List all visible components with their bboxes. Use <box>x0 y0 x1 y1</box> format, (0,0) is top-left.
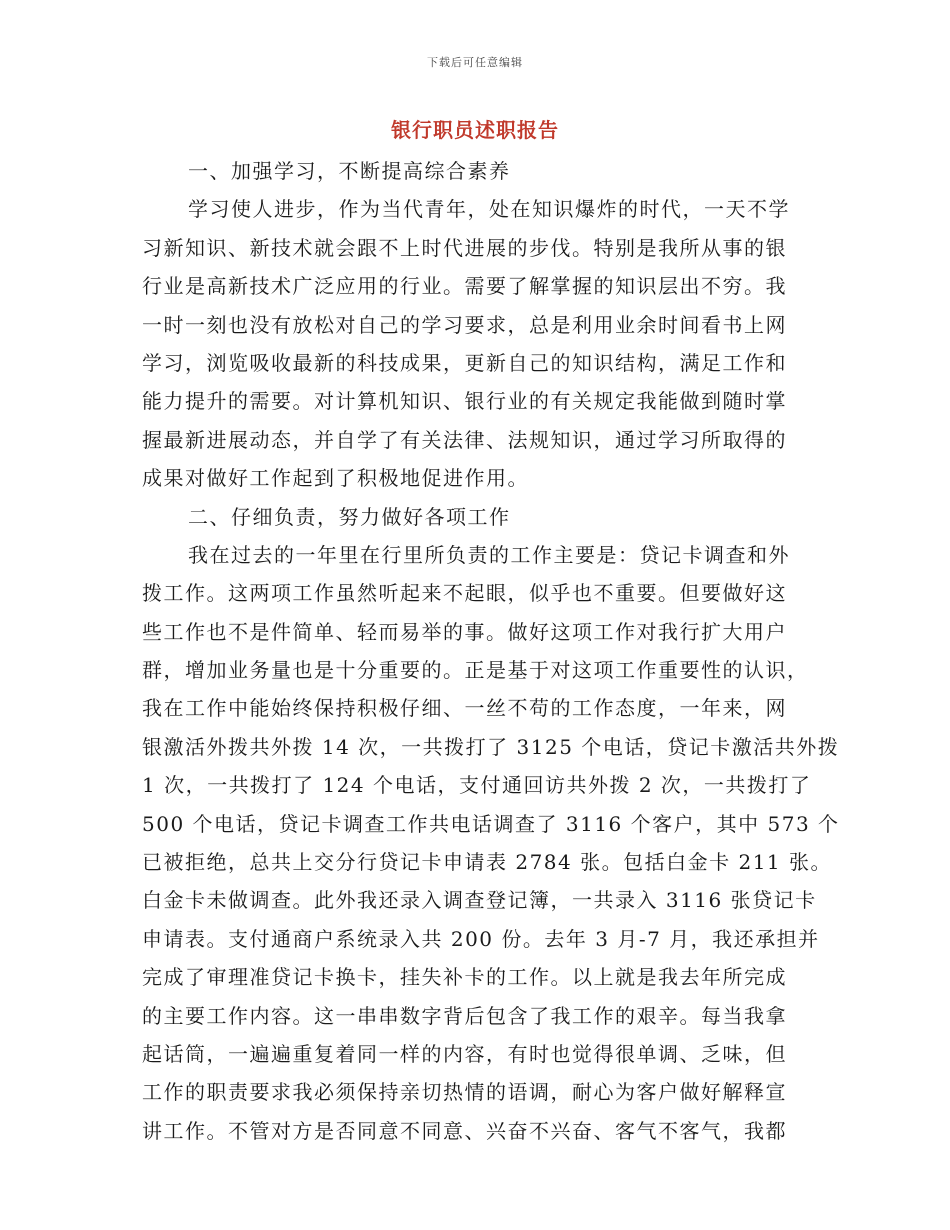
paragraph-line: 习新知识、新技术就会跟不上时代进展的步伐。特别是我所从事的银 <box>142 235 787 260</box>
paragraph-line: 群，增加业务量也是十分重要的。正是基于对这项工作重要性的认识， <box>142 658 809 683</box>
paragraph-line: 的主要工作内容。这一串串数字背后包含了我工作的艰辛。每当我拿 <box>142 1003 787 1028</box>
paragraph-line: 成果对做好工作起到了积极地促进作用。 <box>142 466 529 491</box>
paragraph-line: 学习，浏览吸收最新的科技成果，更新自己的知识结构，满足工作和 <box>142 350 787 375</box>
paragraph-line: 500 个电话，贷记卡调查工作共电话调查了 3116 个客户，其中 573 个 <box>142 811 840 836</box>
paragraph-line: 已被拒绝，总共上交分行贷记卡申请表 2784 张。包括白金卡 211 张。 <box>142 850 833 875</box>
paragraph-line: 1 次，一共拨打了 124 个电话，支付通回访共外拨 2 次，一共拨打了 <box>142 773 812 798</box>
paragraph-line: 握最新进展动态，并自学了有关法律、法规知识，通过学习所取得的 <box>142 427 787 452</box>
paragraph-line: 我在工作中能始终保持积极仔细、一丝不苟的工作态度，一年来，网 <box>142 696 787 721</box>
paragraph-line: 白金卡未做调查。此外我还录入调查登记簿，一共录入 3116 张贷记卡 <box>142 888 817 913</box>
paragraph-line: 一时一刻也没有放松对自己的学习要求，总是利用业余时间看书上网 <box>142 312 787 337</box>
paragraph-line: 讲工作。不管对方是否同意不同意、兴奋不兴奋、客气不客气，我都 <box>142 1118 787 1143</box>
header-note: 下载后可任意编辑 <box>427 56 523 69</box>
paragraph-line: 银激活外拨共外拨 14 次，一共拨打了 3125 个电话，贷记卡激活共外拨 <box>142 734 840 759</box>
paragraph-line: 起话筒，一遍遍重复着同一样的内容，有时也觉得很单调、乏味，但 <box>142 1041 787 1066</box>
paragraph-line: 学习使人进步，作为当代青年，处在知识爆炸的时代，一天不学 <box>188 197 790 222</box>
document-body <box>142 152 840 1150</box>
section-heading: 一、加强学习，不断提高综合素养 <box>188 159 511 183</box>
paragraph-line: 我在过去的一年里在行里所负责的工作主要是：贷记卡调查和外 <box>188 542 790 567</box>
paragraph-line: 申请表。支付通商户系统录入共 200 份。去年 3 月-7 月，我还承担并 <box>142 926 820 951</box>
paragraph-line: 完成了审理准贷记卡换卡，挂失补卡的工作。以上就是我去年所完成 <box>142 965 787 990</box>
section-heading: 二、仔细负责，努力做好各项工作 <box>188 504 511 529</box>
paragraph-line: 能力提升的需要。对计算机知识、银行业的有关规定我能做到随时掌 <box>142 389 787 414</box>
document-title: 银行职员述职报告 <box>391 118 559 142</box>
paragraph-line: 工作的职责要求我必须保持亲切热情的语调，耐心为客户做好解释宣 <box>142 1080 787 1105</box>
paragraph-line: 行业是高新技术广泛应用的行业。需要了解掌握的知识层出不穷。我 <box>142 274 787 299</box>
paragraph-line: 些工作也不是件简单、轻而易举的事。做好这项工作对我行扩大用户 <box>142 619 787 644</box>
paragraph-line: 拨工作。这两项工作虽然听起来不起眼，似乎也不重要。但要做好这 <box>142 581 787 606</box>
